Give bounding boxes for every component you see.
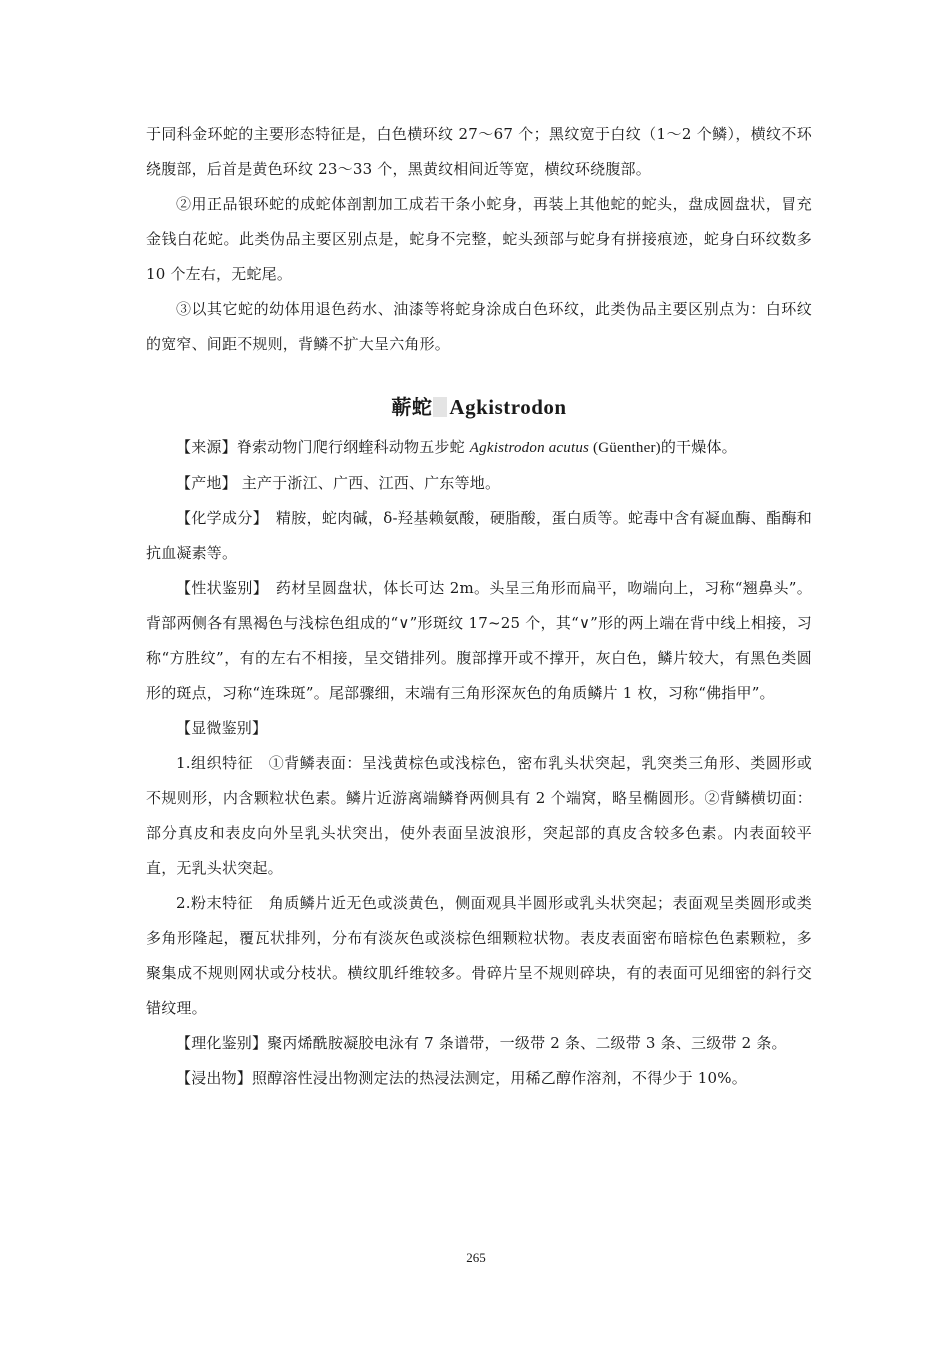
body-text <box>146 117 812 1096</box>
paragraph-microscopic-heading: 【显微鉴别】 <box>176 719 268 737</box>
source-label: 【来源】 <box>176 438 237 456</box>
page-number: 265 <box>466 1250 486 1265</box>
paragraph-counterfeit-type-3: ③以其它蛇的幼体用退色药水、油漆等将蛇身涂成白色环纹，此类伪品主要区别点为：白环纹的宽窄、间距不规则，背鳞不扩大呈六角形。 <box>146 300 812 353</box>
paragraph-physicochemical-identification: 【理化鉴别】聚丙烯酰胺凝胶电泳有 7 条谱带，一级带 2 条、二级带 3 条、三级带 2 条。 <box>176 1034 787 1052</box>
source-species-name: Agkistrodon acutus <box>469 440 590 456</box>
paragraph-tissue-features: 1.组织特征 ①背鳞表面：呈浅黄棕色或浅棕色，密布乳头状突起，乳突类三角形、类圆形或不规则形，内含颗粒状色素。鳞片近游离端鳞脊两侧具有 2 个端窝，略呈椭圆形。②背鳞横切面：部分真皮和表皮向外呈乳头状突出，使外表面呈波浪形，突起部的真皮含较多色素。内表面较平直，无乳头状突起。 <box>146 754 812 877</box>
paragraph-extract: 【浸出物】照醇溶性浸出物测定法的热浸法测定，用稀乙醇作溶剂，不得少于 10%。 <box>176 1069 747 1087</box>
paragraph-chemical-composition: 【化学成分】 精胺，蛇肉碱，δ-羟基赖氨酸，硬脂酸，蛋白质等。蛇毒中含有凝血酶、酯酶和抗血凝素等。 <box>146 509 812 562</box>
paragraph-source <box>146 430 812 466</box>
source-text-after: (Güenther)的干燥体。 <box>589 440 737 456</box>
paragraph-counterfeit-type-2: ②用正品银环蛇的成蛇体剖割加工成若干条小蛇身，再装上其他蛇的蛇头，盘成圆盘状，冒充金钱白花蛇。此类伪品主要区别点是，蛇身不完整，蛇头颈部与蛇身有拼接痕迹，蛇身白环纹数多 10 个左右，无蛇尾。 <box>146 195 812 283</box>
paragraph-powder-features: 2.粉末特征 角质鳞片近无色或淡黄色，侧面观具半圆形或乳头状突起；表面观呈类圆形或类多角形隆起，覆瓦状排列，分布有淡灰色或淡棕色细颗粒状物。表皮表面密布暗棕色色素颗粒，多聚集成不规则网状或分枝状。横纹肌纤维较多。骨碎片呈不规则碎块，有的表面可见细密的斜行交错纹理。 <box>146 894 812 1017</box>
paragraph-character-identification: 【性状鉴别】 药材呈圆盘状，体长可达 2m。头呈三角形而扁平，吻端向上，习称“翘鼻头”。背部两侧各有黑褐色与浅棕色组成的“∨”形斑纹 17~25 个，其“∨”形的两上端在背中线上相接，习称“方胜纹”，有的左右不相接，呈交错排列。腹部撑开或不撑开，灰白色，鳞片较大，有黑色类圆形的斑点，习称“连珠斑”。尾部骤细，末端有三角形深灰色的角质鳞片 1 枚，习称“佛指甲”。 <box>146 579 812 702</box>
heading-latin-name: Agkistrodon <box>449 395 567 419</box>
section-heading <box>146 392 812 422</box>
heading-separator <box>433 397 447 417</box>
paragraph-golden-banded-krait-features: 于同科金环蛇的主要形态特征是，白色横环纹 27～67 个；黑纹宽于白纹（1～2 个鳞），横纹不环绕腹部，后首是黄色环纹 23～33 个，黑黄纹相间近等宽，横纹环绕腹部。 <box>146 125 812 178</box>
paragraph-origin: 【产地】 主产于浙江、广西、江西、广东等地。 <box>176 474 501 492</box>
source-text-before: 脊索动物门爬行纲蝰科动物五步蛇 <box>236 438 470 456</box>
heading-chinese-name: 蕲蛇 <box>391 395 433 419</box>
